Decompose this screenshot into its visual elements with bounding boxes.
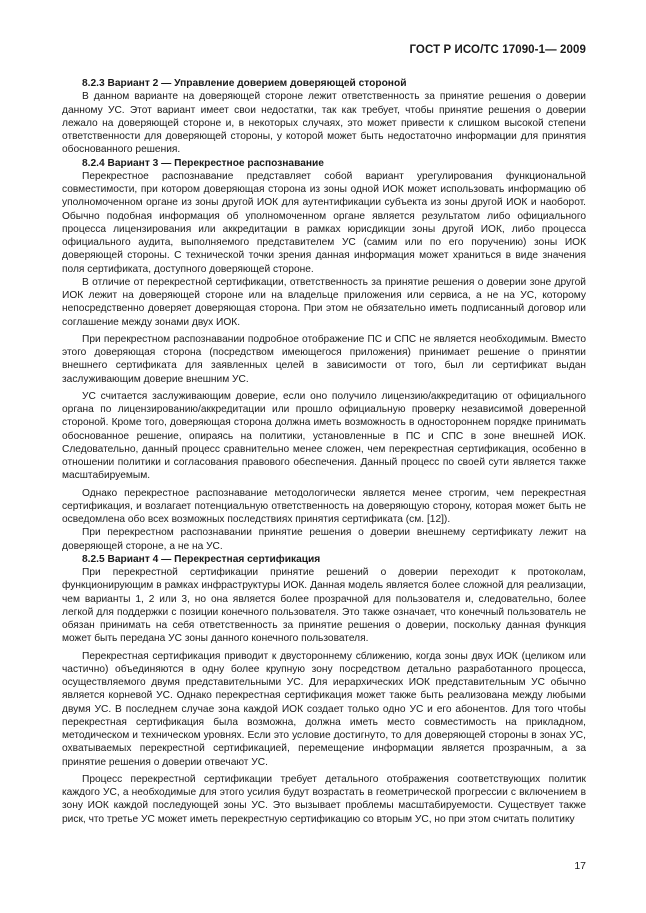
paragraph: При перекрестном распознавании принятие решения о доверии внешнему сертификату лежит на доверяющей стороне, а не на УС. — [62, 527, 586, 552]
section-heading: 8.2.3 Вариант 2 — Управление доверием доверяющей стороной — [82, 78, 407, 89]
section-heading: 8.2.5 Вариант 4 — Перекрестная сертификация — [82, 553, 321, 565]
paragraph: Перекрестная сертификация приводит к двустороннему сближению, когда зоны двух ИОК (целиком или частично) объединяются в одну более крупную зону посредством детально разработанного процесса, осуществляемого двумя представительными УС. Для иерархических ИОК представительным УС обычно является корневой УС. Однако перекрестная сертификация может также быть реализована между любыми двумя УС. В последнем случае зона каждой ИОК создает только одно УС и его абонентов. Для того чтобы перекрестная сертификация была возможна, должна иметь место совместимость на прикладном, методическом и техническом уровнях. Если это условие достигнуто, то для доверяющей стороны в зонах УС, охватываемых перекрестной сертификацией, перемещение информации является прозрачным, а за принятие решения о доверии отвечают УС. — [62, 650, 586, 768]
paragraph: Перекрестное распознавание представляет собой вариант урегулирования функциональной совместимости, при котором доверяющая сторона из зоны одной ИОК может использовать информацию об уполномоченном органе из зоны другой ИОК для аутентификации субъекта из зоны другой ИОК и наоборот. Обычно подобная информация об уполномоченном органе является результатом либо официального процесса лицензирования или аккредитации в рамках юрисдикции зоны другой ИОК, либо процесса официального аудита, выполняемого представителем УС (самим или по его поручению) зоны ИОК доверяющей стороны. С технической точки зрения данная информация может храниться в виде значения поля сертификата, доступного доверяющей стороне. — [62, 170, 586, 275]
standard-header: ГОСТ Р ИСО/ТС 17090-1— 2009 — [409, 44, 586, 56]
paragraph: При перекрестной сертификации принятие решений о доверии переходит к протоколам, функционирующим в рамках инфраструктуры ИОК. Данная модель является более сложной для реализации, чем варианты 1, 2 или 3, но она является более прозрачной для пользователя и, следовательно, более легкой для поддержки с позиции конечного пользователя. Это также означает, что конечный пользователь не обязан принимать на себя ответственность за принятие решения о доверии, поскольку данная функция может быть передана УС зоны данного конечного пользователя. — [62, 567, 586, 645]
paragraph: В отличие от перекрестной сертификации, ответственность за принятие решения о доверии зоне другой ИОК лежит на доверяющей стороне или на владельце приложения или сервиса, а не на УС, которому непосредственно доверяет доверяющая сторона. При этом не обязательно иметь подписанный договор или соглашение между зонами двух ИОК. — [62, 276, 586, 328]
paragraph: УС считается заслуживающим доверие, если оно получило лицензию/аккредитацию от официального органа по лицензированию/аккредитации или прошло официальную проверку независимой доверенной стороной. Кроме того, доверяющая сторона должна иметь возможность в одностороннем порядке принимать обоснованное решение, опираясь на политики, установленные в ПС и СПС в зоне внешней ИОК. Следовательно, данный процесс сравнительно менее сложен, чем перекрестная сертификация, особенно в отношении политики и согласования правового обеспечения. Данный процесс по своей сути является также масштабируемым. — [62, 390, 586, 482]
paragraph: В данном варианте на доверяющей стороне лежит ответственность за принятие решения о доверии данному УС. Этот вариант имеет свои недостатки, так как требует, чтобы принятие решения о доверии лежало на доверяющей стороне и, в некоторых случаях, это может привести к слишком высокой степени ответственности для доверяющей стороны, у которой может быть недостаточно информации для принятия обоснованного решения. — [62, 91, 586, 156]
page-content — [62, 77, 586, 826]
paragraph: Однако перекрестное распознавание методологически является менее строгим, чем перекрестная сертификация, и возлагает потенциальную ответственность на доверяющую сторону, которая может быть не осведомлена обо всех возможных последствиях принятия сертификата (см. [12]). — [62, 487, 586, 525]
section-heading: 8.2.4 Вариант 3 — Перекрестное распознавание — [82, 157, 324, 169]
paragraph: При перекрестном распознавании подробное отображение ПС и СПС не является необходимым. Вместо этого доверяющая сторона (посредством имеющегося приложения) принимает решение о принятии внешнего сертификата для заявленных целей в зависимости от того, был ли сертификат выдан заслуживающим доверие внешним УС. — [62, 333, 586, 385]
paragraph: Процесс перекрестной сертификации требует детального отображения соответствующих политик каждого УС, а необходимые для этого усилия будут возрастать в геометрической прогрессии с включением в зону ИОК каждой последующей зоны УС. Это вызывает проблемы масштабируемости. Существует также риск, что третье УС может иметь перекрестную сертификацию со вторым УС, но при этом считать политику — [62, 773, 586, 825]
page-number: 17 — [574, 860, 586, 872]
